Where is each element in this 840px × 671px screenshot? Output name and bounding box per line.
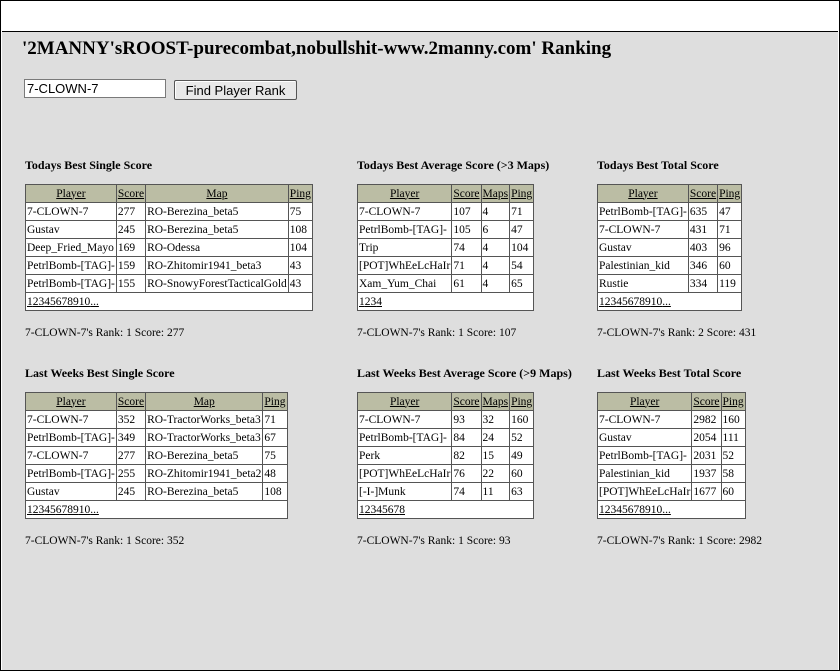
- col-score[interactable]: Score: [692, 393, 721, 411]
- table-cell: 65: [510, 275, 534, 293]
- page-link[interactable]: ...: [90, 295, 99, 308]
- table-cell: Deep_Fried_Mayo: [26, 239, 117, 257]
- pagination-row: [598, 501, 746, 519]
- col-score[interactable]: Score: [452, 393, 481, 411]
- pagination: [358, 501, 534, 519]
- page-link[interactable]: 1: [27, 295, 33, 308]
- table-cell: RO-Berezina_beta5: [146, 483, 263, 501]
- table-cell: 74: [452, 483, 481, 501]
- col-score[interactable]: Score: [688, 185, 717, 203]
- table-cell: PetrlBomb-[TAG]-: [358, 429, 452, 447]
- table-cell: Palestinian_kid: [598, 465, 692, 483]
- table-cell: 7-CLOWN-7: [598, 221, 689, 239]
- page-link[interactable]: 3: [38, 295, 45, 308]
- table-cell: Perk: [358, 447, 452, 465]
- table-cell: Xam_Yum_Chai: [358, 275, 452, 293]
- table-cell: 7-CLOWN-7: [26, 447, 117, 465]
- table-row: [598, 429, 746, 447]
- page-link[interactable]: 6: [387, 503, 394, 516]
- table-cell: 255: [116, 465, 145, 483]
- table-cell: PetrlBomb-[TAG]-: [26, 275, 117, 293]
- table-cell: 74: [452, 239, 481, 257]
- table-cell: 11: [481, 483, 510, 501]
- table-cell: 52: [510, 429, 534, 447]
- page-link[interactable]: 4: [376, 295, 382, 308]
- table-cell: 160: [721, 411, 745, 429]
- table-cell: 104: [288, 239, 312, 257]
- page-link[interactable]: ...: [90, 503, 99, 516]
- table-cell: [-I-]Munk: [358, 483, 452, 501]
- table-cell: 2982: [692, 411, 721, 429]
- pagination: [598, 501, 746, 519]
- find-player-rank-button[interactable]: Find Player Rank: [174, 80, 297, 100]
- page-link[interactable]: 7: [61, 503, 68, 516]
- page-link[interactable]: 10: [78, 503, 91, 516]
- table-cell: 63: [510, 483, 534, 501]
- table-cell: 7-CLOWN-7: [358, 203, 452, 221]
- ranking-table: [597, 184, 742, 311]
- col-ping[interactable]: Ping: [718, 185, 742, 203]
- table-cell: 82: [452, 447, 481, 465]
- page-link[interactable]: 10: [650, 295, 663, 308]
- table-cell: 111: [721, 429, 745, 447]
- table-cell: 71: [452, 257, 481, 275]
- top-bar: [2, 2, 838, 32]
- table-cell: 84: [452, 429, 481, 447]
- table-cell: [POT]WhEeLcHaIr: [598, 483, 692, 501]
- table-cell: RO-Berezina_beta5: [146, 203, 289, 221]
- table-cell: 2054: [692, 429, 721, 447]
- table-cell: PetrlBomb-[TAG]-: [26, 257, 117, 275]
- table-row: [26, 411, 288, 429]
- page-link[interactable]: 3: [610, 503, 617, 516]
- page-link[interactable]: 1: [599, 295, 605, 308]
- table-cell: 245: [116, 221, 145, 239]
- table-row: [598, 411, 746, 429]
- page-link[interactable]: ...: [662, 503, 671, 516]
- pagination: [26, 293, 313, 311]
- table-cell: 346: [688, 257, 717, 275]
- page-link[interactable]: 9: [645, 295, 651, 308]
- table-row: [26, 275, 313, 293]
- page-link[interactable]: 6: [627, 503, 634, 516]
- table-cell: RO-SnowyForestTacticalGold: [146, 275, 289, 293]
- page-link[interactable]: 7: [393, 503, 400, 516]
- table-cell: 245: [116, 483, 145, 501]
- table-row: [26, 239, 313, 257]
- page-link[interactable]: 1: [359, 503, 365, 516]
- table-cell: 15: [481, 447, 510, 465]
- table-cell: Gustav: [598, 239, 689, 257]
- table-cell: 58: [721, 465, 745, 483]
- table-cell: RO-Odessa: [146, 239, 289, 257]
- col-ping[interactable]: Ping: [721, 393, 745, 411]
- table-row: [598, 203, 742, 221]
- table-cell: 61: [452, 275, 481, 293]
- page-link[interactable]: 10: [650, 503, 663, 516]
- table-cell: 2031: [692, 447, 721, 465]
- table-cell: [POT]WhEeLcHaIr: [358, 465, 452, 483]
- table-cell: 1937: [692, 465, 721, 483]
- table-cell: 107: [452, 203, 481, 221]
- table-row: [26, 465, 288, 483]
- table-cell: RO-TractorWorks_beta3: [146, 411, 263, 429]
- col-player[interactable]: Player: [598, 185, 689, 203]
- table-cell: 24: [481, 429, 510, 447]
- page-link[interactable]: 3: [370, 503, 377, 516]
- table-cell: RO-Berezina_beta5: [146, 221, 289, 239]
- table-cell: 4: [481, 257, 510, 275]
- col-map[interactable]: Map: [146, 393, 263, 411]
- page-link[interactable]: 10: [78, 295, 91, 308]
- table-cell: PetrlBomb-[TAG]-: [26, 429, 117, 447]
- page-link[interactable]: 5: [50, 503, 56, 516]
- table-cell: 43: [288, 275, 312, 293]
- page-link[interactable]: 7: [633, 503, 640, 516]
- table-row: [26, 429, 288, 447]
- table-cell: 47: [718, 203, 742, 221]
- table-cell: 119: [718, 275, 742, 293]
- table-row: [598, 257, 742, 275]
- table-cell: 4: [481, 239, 510, 257]
- table-cell: 104: [510, 239, 534, 257]
- table-row: [598, 221, 742, 239]
- table-cell: 47: [510, 221, 534, 239]
- table-row: [598, 239, 742, 257]
- page-link[interactable]: 2: [32, 503, 39, 516]
- table-cell: 403: [688, 239, 717, 257]
- table-cell: RO-Zhitomir1941_beta2: [146, 465, 263, 483]
- col-player[interactable]: Player: [358, 185, 452, 203]
- table-cell: 108: [263, 483, 287, 501]
- table-cell: 75: [263, 447, 287, 465]
- table-cell: RO-Berezina_beta5: [146, 447, 263, 465]
- col-score[interactable]: Score: [116, 393, 145, 411]
- table-row: [358, 447, 534, 465]
- player-rank-line: 7-CLOWN-7's Rank: 2 Score: 431: [597, 327, 757, 339]
- table-cell: 155: [116, 275, 145, 293]
- section-title: Todays Best Single Score: [25, 158, 153, 172]
- page-link[interactable]: 6: [55, 295, 62, 308]
- col-maps[interactable]: Maps: [481, 185, 510, 203]
- table-cell: Gustav: [26, 221, 117, 239]
- pagination-row: [358, 501, 534, 519]
- page-link[interactable]: 7: [633, 295, 640, 308]
- col-map[interactable]: Map: [146, 185, 289, 203]
- page-link[interactable]: 8: [67, 295, 73, 308]
- col-ping[interactable]: Ping: [510, 393, 534, 411]
- pagination-row: [358, 293, 534, 311]
- table-row: [26, 221, 313, 239]
- page-link[interactable]: 2: [364, 295, 371, 308]
- table-cell: 52: [721, 447, 745, 465]
- page-link[interactable]: 3: [38, 503, 45, 516]
- section-title: Todays Best Total Score: [597, 158, 719, 172]
- col-maps[interactable]: Maps: [481, 393, 510, 411]
- col-ping[interactable]: Ping: [263, 393, 287, 411]
- table-row: [358, 429, 534, 447]
- page-link[interactable]: 9: [73, 295, 79, 308]
- ranking-table: [357, 184, 534, 311]
- player-search-input[interactable]: [24, 79, 166, 98]
- table-cell: [POT]WhEeLcHaIr: [358, 257, 452, 275]
- table-cell: Trip: [358, 239, 452, 257]
- table-cell: 1677: [692, 483, 721, 501]
- section-title: Last Weeks Best Total Score: [597, 366, 742, 380]
- page-link[interactable]: ...: [662, 295, 671, 308]
- table-row: [26, 203, 313, 221]
- page-link[interactable]: 4: [44, 503, 50, 516]
- table-cell: Gustav: [598, 429, 692, 447]
- table-cell: 431: [688, 221, 717, 239]
- table-cell: 76: [452, 465, 481, 483]
- table-cell: 4: [481, 275, 510, 293]
- section-title: Last Weeks Best Single Score: [25, 366, 175, 380]
- col-player[interactable]: Player: [26, 185, 117, 203]
- table-row: [26, 447, 288, 465]
- page-link[interactable]: 6: [627, 295, 634, 308]
- table-cell: 7-CLOWN-7: [26, 411, 117, 429]
- table-cell: 277: [116, 447, 145, 465]
- page-link[interactable]: 8: [399, 503, 405, 516]
- page-link[interactable]: 4: [44, 295, 50, 308]
- table-row: [358, 257, 534, 275]
- section-title: Todays Best Average Score (>3 Maps): [357, 158, 550, 172]
- table-row: [598, 483, 746, 501]
- main-content: [2, 32, 838, 670]
- page-link[interactable]: 8: [639, 503, 645, 516]
- col-score[interactable]: Score: [116, 185, 145, 203]
- page-link[interactable]: 9: [645, 503, 651, 516]
- page-link[interactable]: 5: [622, 295, 628, 308]
- table-cell: 75: [288, 203, 312, 221]
- table-cell: 93: [452, 411, 481, 429]
- table-cell: 349: [116, 429, 145, 447]
- table-cell: 71: [510, 203, 534, 221]
- page-link[interactable]: 3: [370, 295, 377, 308]
- table-cell: 334: [688, 275, 717, 293]
- ranking-table: [25, 184, 313, 311]
- table-row: [26, 257, 313, 275]
- col-player[interactable]: Player: [358, 393, 452, 411]
- table-row: [358, 203, 534, 221]
- table-cell: 169: [116, 239, 145, 257]
- table-cell: 60: [721, 483, 745, 501]
- table-cell: 277: [116, 203, 145, 221]
- table-row: [358, 411, 534, 429]
- page-link[interactable]: 7: [61, 295, 68, 308]
- pagination: [26, 501, 288, 519]
- table-cell: RO-Zhitomir1941_beta3: [146, 257, 289, 275]
- table-row: [358, 221, 534, 239]
- pagination-row: [26, 501, 288, 519]
- section-title: Last Weeks Best Average Score (>9 Maps): [357, 366, 572, 380]
- table-cell: 7-CLOWN-7: [358, 411, 452, 429]
- table-cell: 60: [510, 465, 534, 483]
- table-cell: 71: [263, 411, 287, 429]
- table-cell: PetrlBomb-[TAG]-: [598, 203, 689, 221]
- page-link[interactable]: 4: [376, 503, 382, 516]
- table-cell: PetrlBomb-[TAG]-: [598, 447, 692, 465]
- table-cell: 7-CLOWN-7: [598, 411, 692, 429]
- page-link[interactable]: 1: [359, 295, 365, 308]
- page-link[interactable]: 8: [639, 295, 645, 308]
- table-row: [358, 465, 534, 483]
- table-cell: 60: [718, 257, 742, 275]
- page-link[interactable]: 9: [73, 503, 79, 516]
- table-cell: PetrlBomb-[TAG]-: [358, 221, 452, 239]
- table-cell: 160: [510, 411, 534, 429]
- table-cell: Gustav: [26, 483, 117, 501]
- table-cell: 43: [288, 257, 312, 275]
- col-ping[interactable]: Ping: [510, 185, 534, 203]
- table-row: [598, 275, 742, 293]
- table-cell: 67: [263, 429, 287, 447]
- table-cell: RO-TractorWorks_beta3: [146, 429, 263, 447]
- table-cell: 49: [510, 447, 534, 465]
- table-cell: PetrlBomb-[TAG]-: [26, 465, 117, 483]
- player-rank-line: 7-CLOWN-7's Rank: 1 Score: 93: [357, 535, 511, 547]
- pagination: [358, 293, 534, 311]
- table-row: [598, 465, 746, 483]
- table-cell: 54: [510, 257, 534, 275]
- pagination-row: [598, 293, 742, 311]
- ranking-table: [597, 392, 746, 519]
- table-cell: 635: [688, 203, 717, 221]
- player-rank-line: 7-CLOWN-7's Rank: 1 Score: 277: [25, 327, 185, 339]
- table-row: [358, 483, 534, 501]
- table-cell: 4: [481, 203, 510, 221]
- page-link[interactable]: 2: [604, 295, 611, 308]
- col-score[interactable]: Score: [452, 185, 481, 203]
- page-link[interactable]: 8: [67, 503, 73, 516]
- page-link[interactable]: 1: [27, 503, 33, 516]
- page-link[interactable]: 2: [364, 503, 371, 516]
- page-link[interactable]: 5: [622, 503, 628, 516]
- table-cell: 71: [718, 221, 742, 239]
- page-link[interactable]: 5: [382, 503, 388, 516]
- table-cell: 32: [481, 411, 510, 429]
- page-title: '2MANNY'sROOST-purecombat,nobullshit-www.2manny.com' Ranking: [22, 38, 612, 59]
- player-rank-line: 7-CLOWN-7's Rank: 1 Score: 2982: [597, 535, 762, 547]
- page-link[interactable]: 4: [616, 295, 622, 308]
- page-link[interactable]: 6: [55, 503, 62, 516]
- table-cell: 96: [718, 239, 742, 257]
- col-ping[interactable]: Ping: [288, 185, 312, 203]
- table-row: [358, 275, 534, 293]
- page-link[interactable]: 3: [610, 295, 617, 308]
- col-player[interactable]: Player: [26, 393, 117, 411]
- table-cell: 352: [116, 411, 145, 429]
- table-cell: 22: [481, 465, 510, 483]
- pagination: [598, 293, 742, 311]
- ranking-table: [357, 392, 534, 519]
- table-cell: 105: [452, 221, 481, 239]
- table-cell: 48: [263, 465, 287, 483]
- page-link[interactable]: 2: [32, 295, 39, 308]
- table-cell: 6: [481, 221, 510, 239]
- page-link[interactable]: 2: [604, 503, 611, 516]
- table-row: [26, 483, 288, 501]
- player-rank-line: 7-CLOWN-7's Rank: 1 Score: 107: [357, 327, 517, 339]
- pagination-row: [26, 293, 313, 311]
- ranking-table: [25, 392, 288, 519]
- col-player[interactable]: Player: [598, 393, 692, 411]
- table-cell: Rustie: [598, 275, 689, 293]
- table-row: [358, 239, 534, 257]
- page-link[interactable]: 4: [616, 503, 622, 516]
- table-row: [598, 447, 746, 465]
- page-link[interactable]: 1: [599, 503, 605, 516]
- page-link[interactable]: 5: [50, 295, 56, 308]
- player-rank-line: 7-CLOWN-7's Rank: 1 Score: 352: [25, 535, 185, 547]
- table-cell: 108: [288, 221, 312, 239]
- table-cell: 159: [116, 257, 145, 275]
- table-cell: Palestinian_kid: [598, 257, 689, 275]
- table-cell: 7-CLOWN-7: [26, 203, 117, 221]
